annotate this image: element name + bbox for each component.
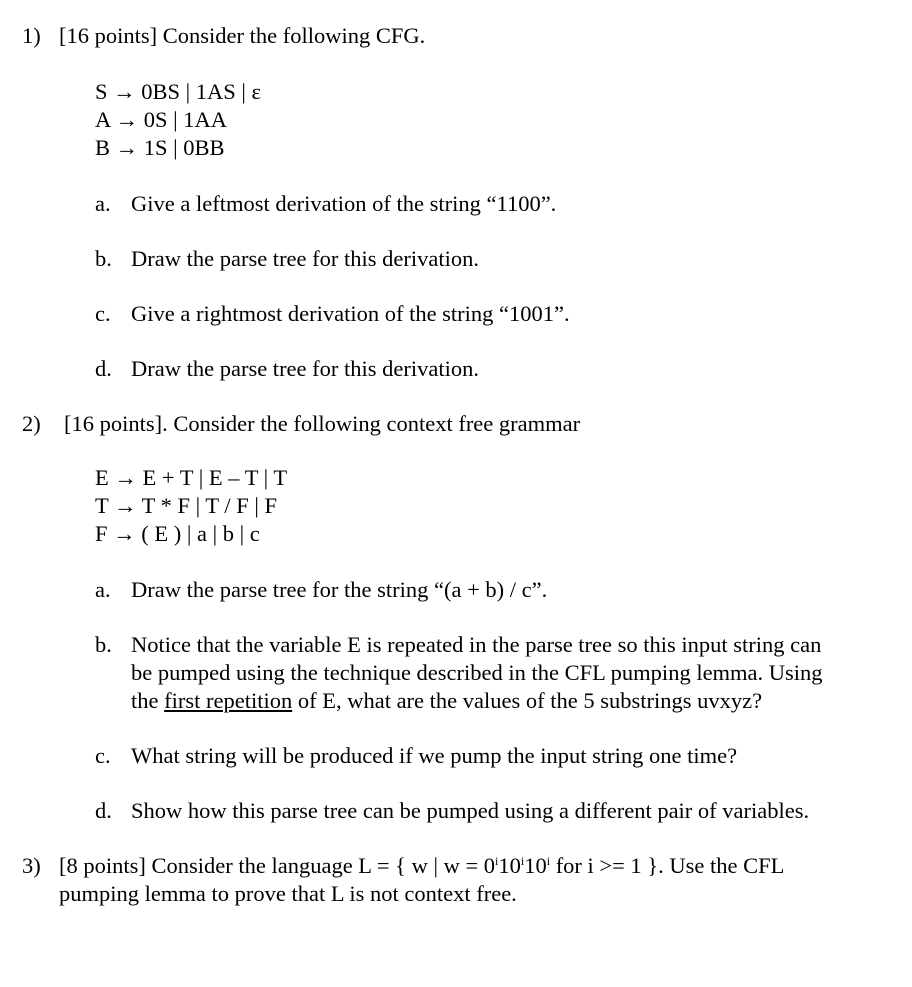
q2-grammar-rule-t: T → T * F | T / F | F: [95, 493, 277, 518]
q3-exponent-1: i: [495, 854, 499, 868]
q1-grammar-rule-b: B → 1S | 0BB: [95, 135, 225, 160]
q1d-label: d.: [95, 356, 112, 381]
q2b-label: b.: [95, 632, 112, 657]
q3-exponent-3: i: [546, 854, 551, 868]
q2b-line2: be pumped using the technique described in the CFL pumping lemma. Using: [131, 660, 823, 685]
q1a-label: a.: [95, 191, 111, 216]
q1-grammar-rule-a: A → 0S | 1AA: [95, 107, 228, 132]
q3-line2: pumping lemma to prove that L is not context free.: [59, 881, 517, 906]
q2c-text: What string will be produced if we pump the input string one time?: [131, 743, 738, 768]
q3-middle-10: 10: [498, 853, 521, 878]
q1a-text: Give a leftmost derivation of the string “1100”.: [131, 191, 557, 216]
q1d-text: Draw the parse tree for this derivation.: [131, 356, 479, 381]
q3-line1: [59, 852, 784, 879]
q2-number: 2): [22, 411, 41, 436]
q2d-text: Show how this parse tree can be pumped using a different pair of variables.: [131, 798, 810, 823]
q2-header: [16 points]. Consider the following context free grammar: [64, 411, 581, 436]
q2a-text: Draw the parse tree for the string “(a + b) / c”.: [131, 577, 548, 602]
q2d-label: d.: [95, 798, 112, 823]
q1c-label: c.: [95, 301, 111, 326]
q3-exponent-2: i: [520, 854, 525, 868]
q2a-label: a.: [95, 577, 111, 602]
q1-grammar-rule-s: S → 0BS | 1AS | ε: [95, 79, 262, 104]
q3-line1-post: for i >= 1 }. Use the CFL: [550, 853, 785, 878]
q3-number: 3): [22, 853, 41, 878]
q1-header: [16 points] Consider the following CFG.: [59, 23, 426, 48]
q1c-text: Give a rightmost derivation of the string “1001”.: [131, 301, 570, 326]
q1b-text: Draw the parse tree for this derivation.: [131, 246, 479, 271]
q2c-label: c.: [95, 743, 111, 768]
q2-grammar-rule-f: F → ( E ) | a | b | c: [95, 521, 260, 546]
q2b-first-repetition: first repetition: [164, 688, 293, 713]
q3-middle-10b: 10: [524, 853, 547, 878]
q2b-line3: [131, 687, 762, 714]
q2b-line3-pre: the: [131, 688, 165, 713]
q2-grammar-rule-e: E → E + T | E – T | T: [95, 465, 288, 490]
q2b-line3-post: of E, what are the values of the 5 substrings uvxyz?: [292, 688, 763, 713]
q2b-line1: Notice that the variable E is repeated in the parse tree so this input string can: [131, 632, 822, 657]
q1b-label: b.: [95, 246, 112, 271]
q1-number: 1): [22, 23, 41, 48]
q3-line1-pre: [8 points] Consider the language L = { w | w = 0: [59, 853, 496, 878]
